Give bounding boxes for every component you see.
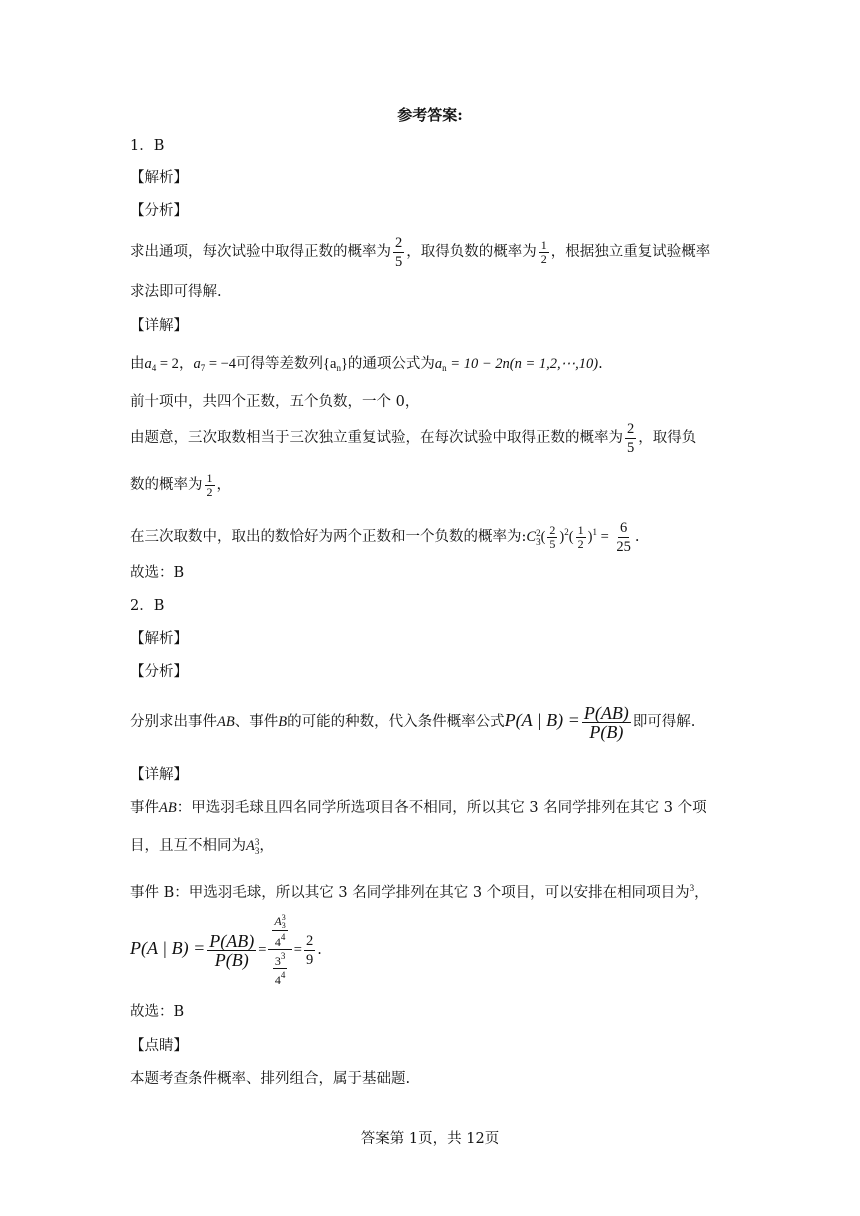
paren-close-one: )$^1$ = <box>587 527 613 545</box>
text: ，取得负 <box>638 430 697 446</box>
frac-den: 2 <box>540 251 547 266</box>
frac-den: 25 <box>616 538 631 555</box>
value: = 2 <box>156 356 179 372</box>
q2-comment: 本题考查条件概率、排列组合，属于基础题. <box>130 1071 411 1087</box>
text: 由题意，三次取数相当于三次独立重复试验，在每次试验中取得正数的概率为 <box>130 430 623 446</box>
q2-jiexi-heading: 【解析】 <box>130 631 188 647</box>
inner-fraction-top <box>272 914 287 949</box>
q1-analysis-line2: 求法即可得解. <box>130 284 222 300</box>
frac-num: P(AB) <box>209 930 255 951</box>
equals: = <box>258 942 267 958</box>
q1-detail-line2: 前十项中，共四个正数，五个负数，一个 0， <box>130 394 420 410</box>
var: a <box>434 356 443 372</box>
formula-lhs: P(A | B) = <box>504 710 580 730</box>
text: 、事件 <box>234 714 279 730</box>
base: 3 <box>274 953 281 968</box>
base: 4 <box>274 934 281 949</box>
subscript: 3 <box>254 845 260 856</box>
q1-analysis-text-c: ，根据独立重复试验概率 <box>550 244 711 260</box>
frac-den: 5 <box>395 253 403 270</box>
frac-den: 9 <box>305 951 314 968</box>
var: A <box>274 913 282 928</box>
inner-num <box>273 950 288 969</box>
frac-num: P(AB) <box>583 702 629 723</box>
nested-num <box>268 914 291 950</box>
math-a4 <box>145 356 179 372</box>
superscript: 4 <box>280 931 286 942</box>
fraction-six-25 <box>614 519 633 556</box>
superscript: 3 <box>689 883 695 893</box>
value: = −4 <box>205 356 237 372</box>
text: 可得等差数列 <box>236 356 324 372</box>
superscript: 2 <box>536 527 541 538</box>
text: 的可能的种数，代入条件概率公式 <box>287 714 505 730</box>
text: 的通项公式为 <box>347 356 435 372</box>
frac-num: 1 <box>206 470 213 485</box>
frac-den: 2 <box>577 536 584 551</box>
q2-xiangjie-heading: 【详解】 <box>130 767 188 783</box>
text: 在三次取数中，取出的数恰好为两个正数和一个负数的概率为: <box>130 529 527 545</box>
period: . <box>317 942 322 958</box>
frac-num: 2 <box>549 522 556 537</box>
frac-num: 2 <box>395 234 403 251</box>
superscript: 3 <box>254 836 260 847</box>
frac-den: P(B) <box>589 721 624 742</box>
base: 4 <box>274 972 281 987</box>
period: . <box>634 529 640 545</box>
fraction-one-half <box>539 239 549 266</box>
equals: = <box>293 942 302 958</box>
subscript: 4 <box>151 363 157 373</box>
frac-num: 6 <box>620 519 628 536</box>
formula: = 10 − 2n(n = 1,2,⋯,10) <box>446 356 599 372</box>
frac-den: 2 <box>206 484 213 499</box>
q1-analysis-text-b: ，取得负数的概率为 <box>406 244 537 260</box>
text: 数的概率为 <box>130 477 203 493</box>
page-title: 参考答案: <box>397 106 463 124</box>
math-a7 <box>193 356 236 372</box>
fraction-one-half <box>205 472 215 499</box>
q2-answer: 2．B <box>130 598 165 614</box>
fraction-one-half <box>576 524 586 551</box>
fraction-two-fifths <box>625 420 636 457</box>
eq-fraction <box>207 932 256 969</box>
text: 由 <box>130 356 145 372</box>
brace: } <box>340 356 348 372</box>
nested-den <box>269 950 292 987</box>
q2-detail-line2 <box>130 836 274 856</box>
subscript: 3 <box>536 536 541 547</box>
q1-final: 故选：B <box>130 565 185 581</box>
q1-analysis-text-a: 求出通项，每次试验中取得正数的概率为 <box>130 244 391 260</box>
var: A <box>246 838 255 854</box>
conditional-probability-fraction <box>582 704 631 741</box>
page-footer: 答案第 1页，共 12页 <box>360 1131 500 1147</box>
text: 事件 B：甲选羽毛球，所以其它 3 名同学排列在其它 3 个项目，可以安排在相同项目为 <box>130 885 690 901</box>
q2-detail-line1 <box>130 798 707 818</box>
frac-num: 2 <box>627 420 635 437</box>
q2-final: 故选：B <box>130 1004 185 1020</box>
frac-num: 1 <box>577 522 584 537</box>
math-an <box>435 356 598 372</box>
subscript: n <box>336 363 341 373</box>
superscript: 3 <box>280 950 286 961</box>
inner-den <box>273 969 288 987</box>
subscript: 3 <box>281 920 286 930</box>
q1-detail-line3 <box>130 418 696 458</box>
var: a <box>144 356 152 372</box>
sup-sub <box>282 914 286 930</box>
q2-dianjing-heading: 【点睛】 <box>130 1038 188 1054</box>
math-seq <box>323 356 348 372</box>
q1-analysis-line1 <box>130 232 710 272</box>
q2-analysis-line <box>130 698 695 744</box>
q1-detail-line4 <box>130 468 231 502</box>
var: a <box>193 356 201 372</box>
subscript: n <box>442 363 447 373</box>
q1-xiangjie-heading: 【详解】 <box>130 318 188 334</box>
frac-num: 1 <box>540 237 547 252</box>
var: {a <box>323 356 337 372</box>
var: C <box>526 529 537 545</box>
comma: ， <box>178 356 194 372</box>
math-ab: AB <box>159 800 177 816</box>
frac-den: 5 <box>627 439 635 456</box>
superscript: 4 <box>280 969 286 980</box>
text: ， <box>694 885 709 901</box>
q2-detail-line3 <box>130 878 709 903</box>
eq-lhs: P(A | B) = <box>130 938 206 958</box>
paren-open: ( <box>540 529 546 545</box>
q1-detail-line5 <box>130 512 639 557</box>
q2-equation <box>130 910 322 986</box>
fraction-two-fifths <box>393 234 404 271</box>
math-a33 <box>246 838 259 854</box>
text: 目，且互不相同为 <box>130 838 246 854</box>
subscript: 7 <box>200 363 206 373</box>
q1-fenxi-heading: 【分析】 <box>130 203 188 219</box>
frac-den: P(B) <box>214 949 249 970</box>
nested-fraction <box>268 914 291 987</box>
result-fraction <box>304 932 315 969</box>
math-combination <box>526 529 540 545</box>
inner-num <box>272 914 287 931</box>
q2-fenxi-heading: 【分析】 <box>130 664 188 680</box>
text: 事件 <box>130 800 159 816</box>
text: 分别求出事件 <box>130 714 217 730</box>
q1-detail-line1 <box>130 354 603 378</box>
text: 即可得解. <box>632 714 696 730</box>
frac-num: 2 <box>305 932 314 949</box>
text: ， <box>216 477 231 493</box>
q1-jiexi-heading: 【解析】 <box>130 170 188 186</box>
superscript: 3 <box>281 912 286 922</box>
math-b: B <box>278 714 288 730</box>
paren-close-sq: )$^2$( <box>559 527 574 545</box>
fraction-two-fifths <box>547 524 557 551</box>
frac-den: 5 <box>549 536 556 551</box>
q1-answer: 1．B <box>130 138 165 154</box>
period: . <box>598 356 603 372</box>
inner-den <box>273 931 288 949</box>
math-ab: AB <box>217 714 235 730</box>
text: ， <box>259 838 274 854</box>
text: ：甲选羽毛球且四名同学所选项目各不相同，所以其它 3 名同学排列在其它 3 个项 <box>176 800 707 816</box>
inner-fraction-bottom <box>273 950 288 987</box>
